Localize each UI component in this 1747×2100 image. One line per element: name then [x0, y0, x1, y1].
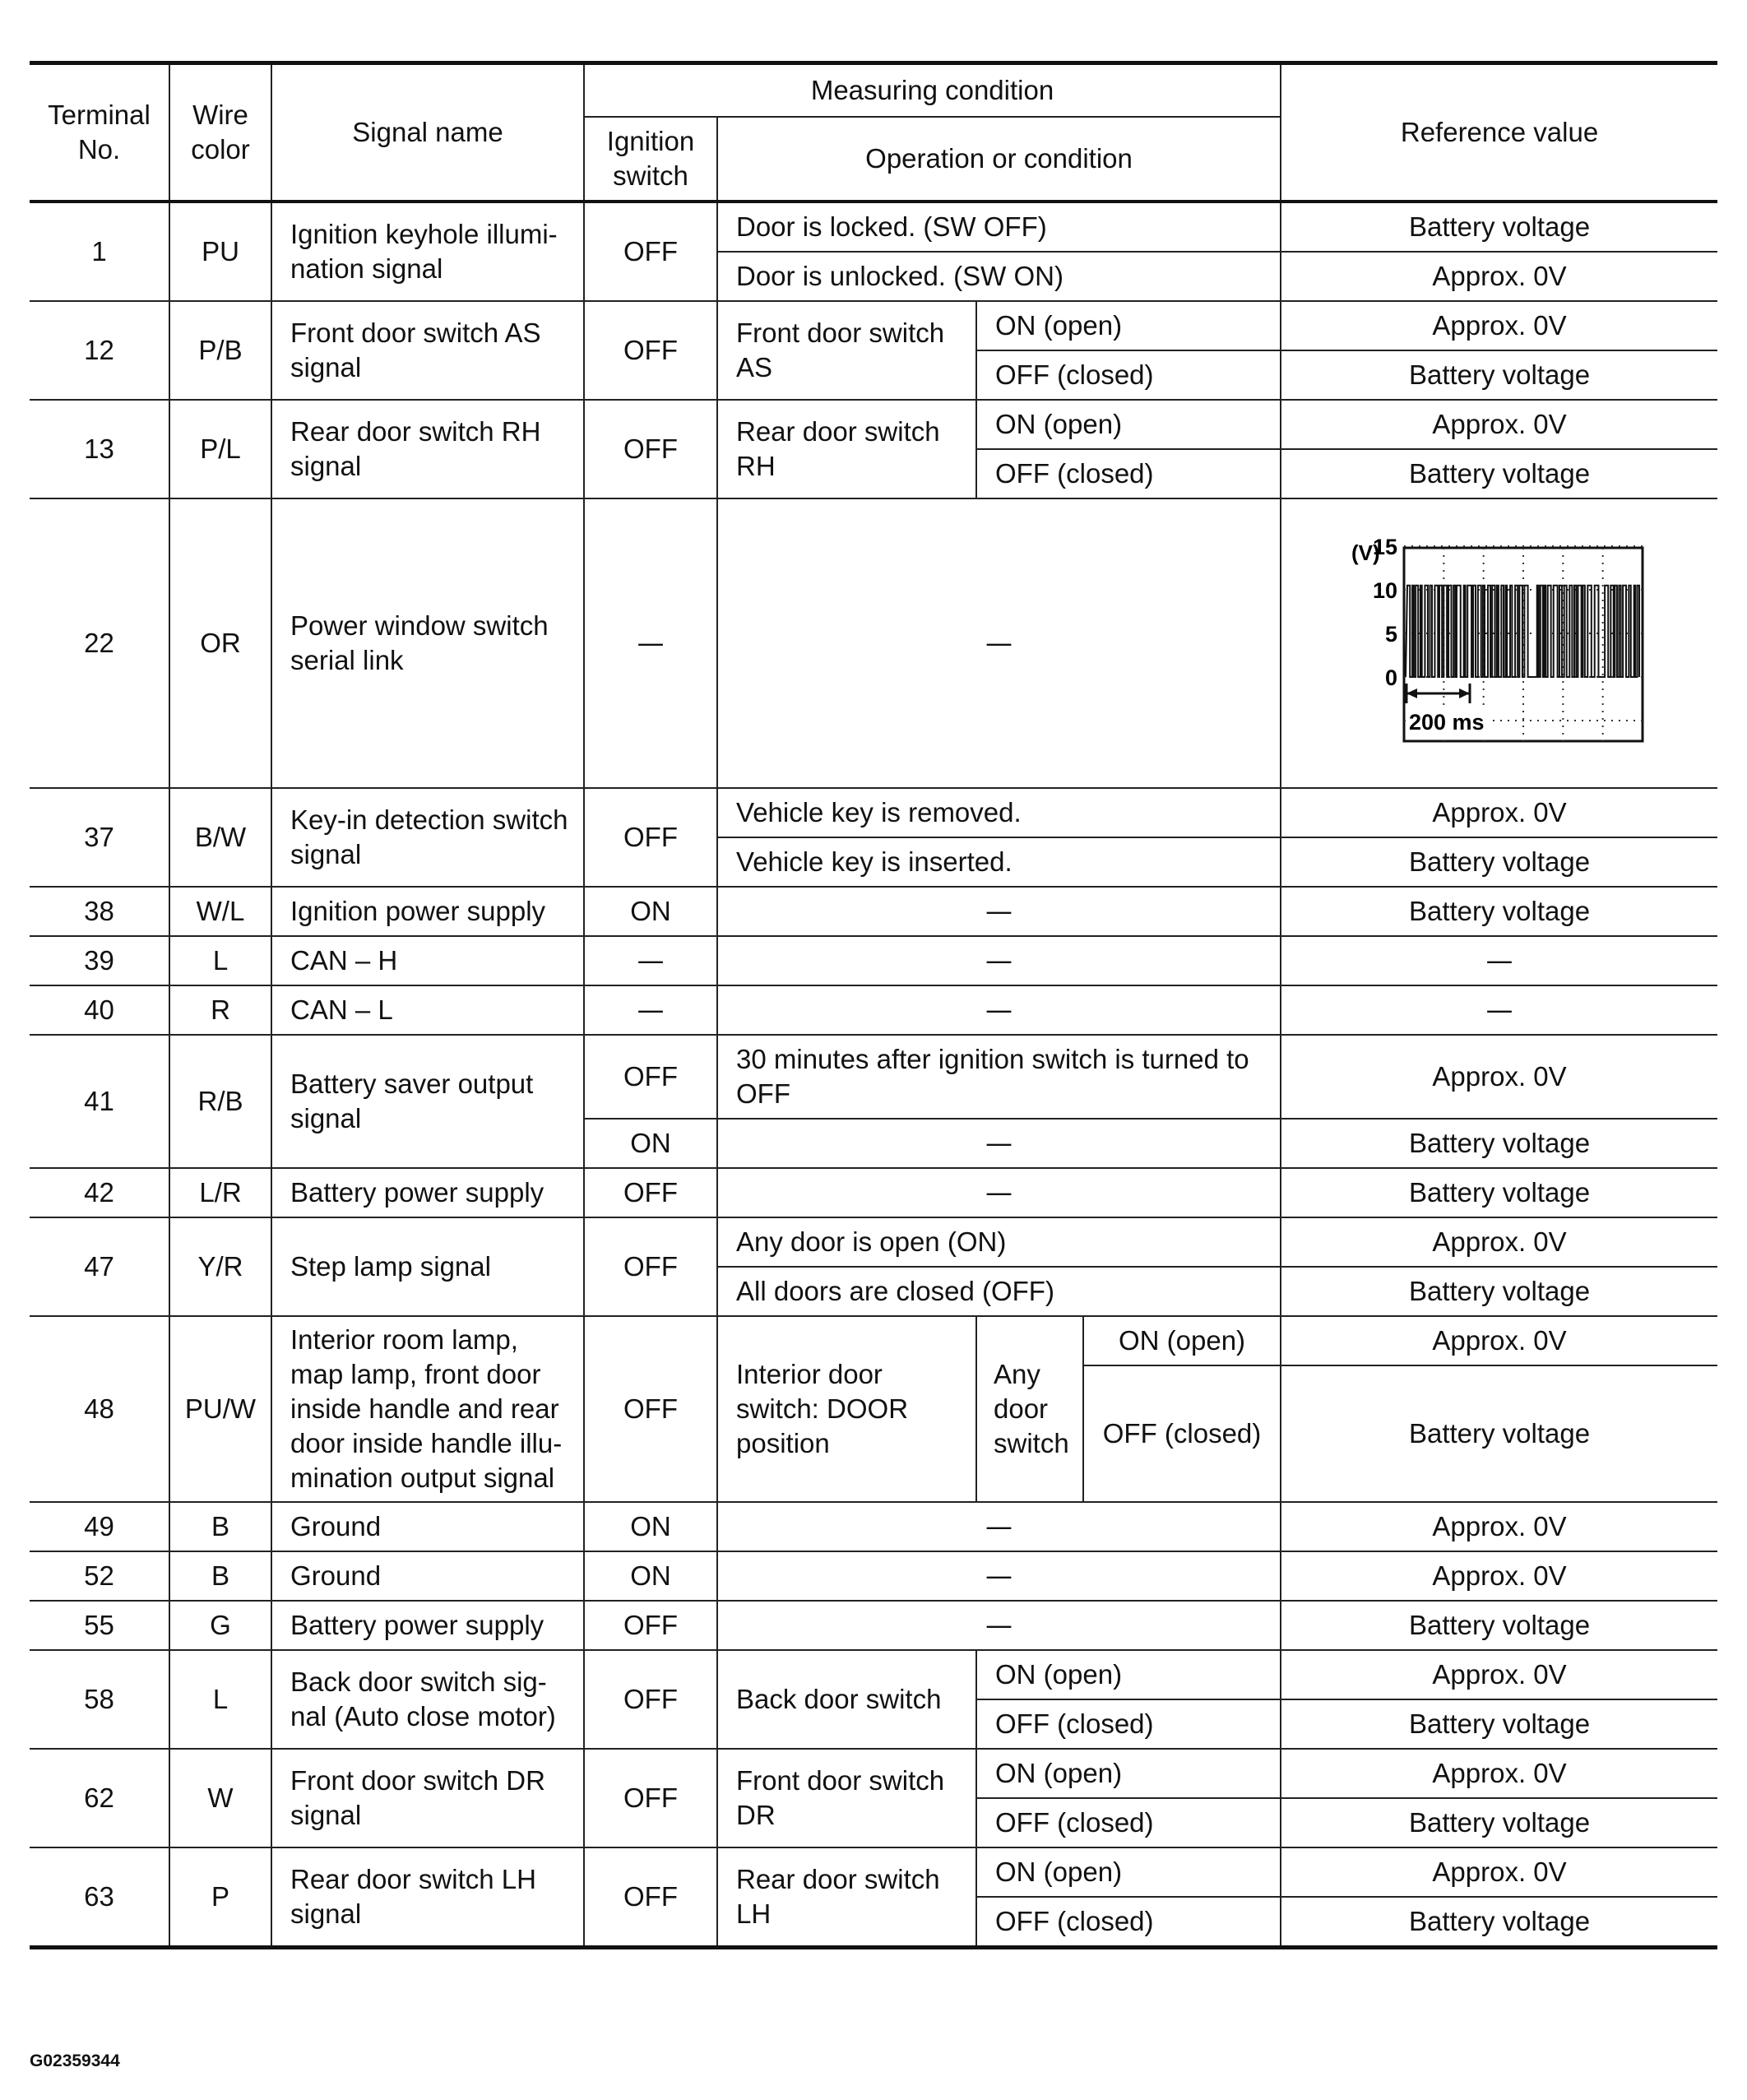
- signal-name: Front door switch DR signal: [271, 1749, 584, 1847]
- table-row: [30, 985, 1717, 1035]
- ignition-switch-value: OFF: [584, 1316, 717, 1502]
- switch-state: OFF (closed): [976, 1699, 1281, 1749]
- wire-color: Y/R: [169, 1217, 271, 1316]
- reference-value: Battery voltage: [1281, 1267, 1717, 1316]
- signal-name: Power window switch serial link: [271, 498, 584, 788]
- signal-name: Back door switch sig-nal (Auto close motor): [271, 1650, 584, 1749]
- condition-sub-switch: Any door switch: [976, 1316, 1083, 1502]
- time-scale-label: 200 ms: [1409, 710, 1485, 735]
- header-wire-color: Wire color: [169, 63, 271, 202]
- table-row: [30, 1035, 1717, 1119]
- table-row: [30, 301, 1717, 350]
- reference-value: Battery voltage: [1281, 1798, 1717, 1847]
- terminal-no: 12: [30, 301, 169, 400]
- wire-color: P/L: [169, 400, 271, 498]
- switch-state: ON (open): [1083, 1316, 1281, 1365]
- reference-value: Approx. 0V: [1281, 301, 1717, 350]
- table-row: [30, 887, 1717, 936]
- ignition-switch-value: OFF: [584, 1217, 717, 1316]
- reference-value: Battery voltage: [1281, 837, 1717, 887]
- waveform-y-tick-label: 0: [1385, 665, 1398, 690]
- signal-name: Rear door switch RH signal: [271, 400, 584, 498]
- figure-code: G02359344: [30, 2051, 120, 2070]
- signal-name: Ignition keyhole illumi-nation signal: [271, 202, 584, 301]
- condition-switch: Rear door switch RH: [717, 400, 976, 498]
- table-row: [30, 400, 1717, 449]
- reference-value: Approx. 0V: [1281, 1316, 1717, 1365]
- reference-value: Approx. 0V: [1281, 1551, 1717, 1601]
- condition: —: [717, 1601, 1281, 1650]
- wire-color: G: [169, 1601, 271, 1650]
- terminal-no: 55: [30, 1601, 169, 1650]
- condition: —: [717, 985, 1281, 1035]
- terminal-no: 38: [30, 887, 169, 936]
- condition-switch: Rear door switch LH: [717, 1847, 976, 1948]
- signal-name: Rear door switch LH signal: [271, 1847, 584, 1948]
- condition: —: [717, 1168, 1281, 1217]
- terminal-no: 62: [30, 1749, 169, 1847]
- ignition-switch-value: OFF: [584, 1601, 717, 1650]
- ignition-switch-value: OFF: [584, 1847, 717, 1948]
- terminal-no: 58: [30, 1650, 169, 1749]
- ignition-switch-value: —: [584, 498, 717, 788]
- reference-value: Battery voltage: [1281, 1897, 1717, 1948]
- signal-name: Key-in detection switch signal: [271, 788, 584, 887]
- reference-value: Battery voltage: [1281, 449, 1717, 498]
- ignition-switch-value: OFF: [584, 1650, 717, 1749]
- signal-name: Ignition power supply: [271, 887, 584, 936]
- condition: —: [717, 498, 1281, 788]
- table-row: [30, 788, 1717, 837]
- condition: All doors are closed (OFF): [717, 1267, 1281, 1316]
- wire-color: W: [169, 1749, 271, 1847]
- header-operation-or-condition: Operation or condition: [717, 117, 1281, 202]
- reference-value: Approx. 0V: [1281, 1502, 1717, 1551]
- condition: Door is locked. (SW OFF): [717, 202, 1281, 252]
- reference-value: —: [1281, 985, 1717, 1035]
- reference-value: Battery voltage: [1281, 1168, 1717, 1217]
- ignition-switch-value: OFF: [584, 1168, 717, 1217]
- condition: 30 minutes after ignition switch is turned to OFF: [717, 1035, 1281, 1119]
- reference-value: Approx. 0V: [1281, 1217, 1717, 1267]
- ignition-switch-value: OFF: [584, 788, 717, 887]
- terminal-no: 52: [30, 1551, 169, 1601]
- condition-switch: Front door switch AS: [717, 301, 976, 400]
- wire-color: R/B: [169, 1035, 271, 1168]
- condition-switch: Interior door switch: DOOR position: [717, 1316, 976, 1502]
- ignition-switch-value: OFF: [584, 202, 717, 301]
- signal-name: Step lamp signal: [271, 1217, 584, 1316]
- serial-link-waveform: [1346, 535, 1652, 751]
- reference-value: Battery voltage: [1281, 1365, 1717, 1502]
- switch-state: ON (open): [976, 1650, 1281, 1699]
- waveform-unit-label: (V): [1351, 540, 1380, 565]
- waveform-y-ticks: [1373, 535, 1397, 690]
- condition: Any door is open (ON): [717, 1217, 1281, 1267]
- switch-state: OFF (closed): [1083, 1365, 1281, 1502]
- table-row: [30, 1502, 1717, 1551]
- switch-state: OFF (closed): [976, 449, 1281, 498]
- ignition-switch-value: ON: [584, 887, 717, 936]
- signal-name: Front door switch AS signal: [271, 301, 584, 400]
- terminal-no: 47: [30, 1217, 169, 1316]
- wire-color: B/W: [169, 788, 271, 887]
- header-ignition-switch: Ignition switch: [584, 117, 717, 202]
- terminal-no: 48: [30, 1316, 169, 1502]
- switch-state: ON (open): [976, 400, 1281, 449]
- table-row: [30, 1551, 1717, 1601]
- reference-waveform-cell: [1281, 498, 1717, 788]
- ignition-switch-value: —: [584, 936, 717, 985]
- table-row: [30, 936, 1717, 985]
- terminal-no: 1: [30, 202, 169, 301]
- ignition-switch-value: OFF: [584, 301, 717, 400]
- wire-color: PU: [169, 202, 271, 301]
- ignition-switch-value: —: [584, 985, 717, 1035]
- reference-value: Approx. 0V: [1281, 1650, 1717, 1699]
- wire-color: P/B: [169, 301, 271, 400]
- terminal-no: 49: [30, 1502, 169, 1551]
- reference-value: Approx. 0V: [1281, 252, 1717, 301]
- reference-value: Approx. 0V: [1281, 400, 1717, 449]
- signal-name: Interior room lamp, map lamp, front door inside handle and rear door inside handle illu-mination output signal: [271, 1316, 584, 1502]
- reference-value: Battery voltage: [1281, 350, 1717, 400]
- terminal-no: 39: [30, 936, 169, 985]
- header-signal-name: Signal name: [271, 63, 584, 202]
- wire-color: L: [169, 936, 271, 985]
- table-row: [30, 202, 1717, 252]
- switch-state: ON (open): [976, 301, 1281, 350]
- switch-state: ON (open): [976, 1847, 1281, 1897]
- signal-name: Ground: [271, 1502, 584, 1551]
- reference-value: —: [1281, 936, 1717, 985]
- table-row: [30, 1316, 1717, 1365]
- wire-color: L/R: [169, 1168, 271, 1217]
- table-row: [30, 1601, 1717, 1650]
- switch-state: OFF (closed): [976, 1798, 1281, 1847]
- terminal-reference-table: [30, 61, 1717, 1949]
- condition: —: [717, 1502, 1281, 1551]
- terminal-no: 13: [30, 400, 169, 498]
- header-reference-value: Reference value: [1281, 63, 1717, 202]
- ignition-switch-value: ON: [584, 1502, 717, 1551]
- table-row: [30, 1749, 1717, 1798]
- time-scale-marker: [1406, 684, 1470, 703]
- signal-name: Battery saver output signal: [271, 1035, 584, 1168]
- reference-value: Battery voltage: [1281, 202, 1717, 252]
- switch-state: OFF (closed): [976, 1897, 1281, 1948]
- table-header: [30, 63, 1717, 202]
- waveform-y-tick-label: 10: [1372, 578, 1398, 603]
- table-row: [30, 1168, 1717, 1217]
- condition-switch: Back door switch: [717, 1650, 976, 1749]
- wire-color: B: [169, 1551, 271, 1601]
- reference-value: Battery voltage: [1281, 1601, 1717, 1650]
- condition-switch: Front door switch DR: [717, 1749, 976, 1847]
- header-terminal-no: Terminal No.: [30, 63, 169, 202]
- terminal-no: 41: [30, 1035, 169, 1168]
- condition: Door is unlocked. (SW ON): [717, 252, 1281, 301]
- ignition-switch-value: ON: [584, 1551, 717, 1601]
- wire-color: W/L: [169, 887, 271, 936]
- wire-color: L: [169, 1650, 271, 1749]
- switch-state: ON (open): [976, 1749, 1281, 1798]
- terminal-no: 37: [30, 788, 169, 887]
- ignition-switch-value: OFF: [584, 400, 717, 498]
- signal-name: CAN – L: [271, 985, 584, 1035]
- wire-color: P: [169, 1847, 271, 1948]
- condition: —: [717, 1551, 1281, 1601]
- reference-value: Battery voltage: [1281, 1119, 1717, 1168]
- waveform-y-tick-label: 15: [1372, 535, 1398, 559]
- wire-color: R: [169, 985, 271, 1035]
- condition: Vehicle key is removed.: [717, 788, 1281, 837]
- reference-value: Approx. 0V: [1281, 1847, 1717, 1897]
- signal-name: Ground: [271, 1551, 584, 1601]
- reference-value: Approx. 0V: [1281, 1035, 1717, 1119]
- signal-name: Battery power supply: [271, 1601, 584, 1650]
- reference-value: Battery voltage: [1281, 1699, 1717, 1749]
- terminal-reference-table-wrapper: [30, 61, 1717, 1949]
- signal-name: Battery power supply: [271, 1168, 584, 1217]
- table-row: [30, 498, 1717, 788]
- terminal-no: 40: [30, 985, 169, 1035]
- condition: —: [717, 936, 1281, 985]
- waveform-pulse-train: [1406, 586, 1639, 677]
- condition: Vehicle key is inserted.: [717, 837, 1281, 887]
- ignition-switch-value: OFF: [584, 1035, 717, 1119]
- reference-value: Approx. 0V: [1281, 1749, 1717, 1798]
- terminal-no: 22: [30, 498, 169, 788]
- table-row: [30, 1217, 1717, 1267]
- ignition-switch-value: ON: [584, 1119, 717, 1168]
- terminal-no: 42: [30, 1168, 169, 1217]
- signal-name: CAN – H: [271, 936, 584, 985]
- wire-color: B: [169, 1502, 271, 1551]
- condition: —: [717, 887, 1281, 936]
- header-measuring-condition: Measuring condition: [584, 63, 1281, 118]
- waveform-pulses: [1406, 586, 1639, 677]
- reference-value: Battery voltage: [1281, 887, 1717, 936]
- reference-value: Approx. 0V: [1281, 788, 1717, 837]
- wire-color: PU/W: [169, 1316, 271, 1502]
- ignition-switch-value: OFF: [584, 1749, 717, 1847]
- table-row: [30, 1650, 1717, 1699]
- switch-state: OFF (closed): [976, 350, 1281, 400]
- waveform-y-tick-label: 5: [1385, 622, 1398, 647]
- terminal-no: 63: [30, 1847, 169, 1948]
- condition: —: [717, 1119, 1281, 1168]
- wire-color: OR: [169, 498, 271, 788]
- table-row: [30, 1847, 1717, 1897]
